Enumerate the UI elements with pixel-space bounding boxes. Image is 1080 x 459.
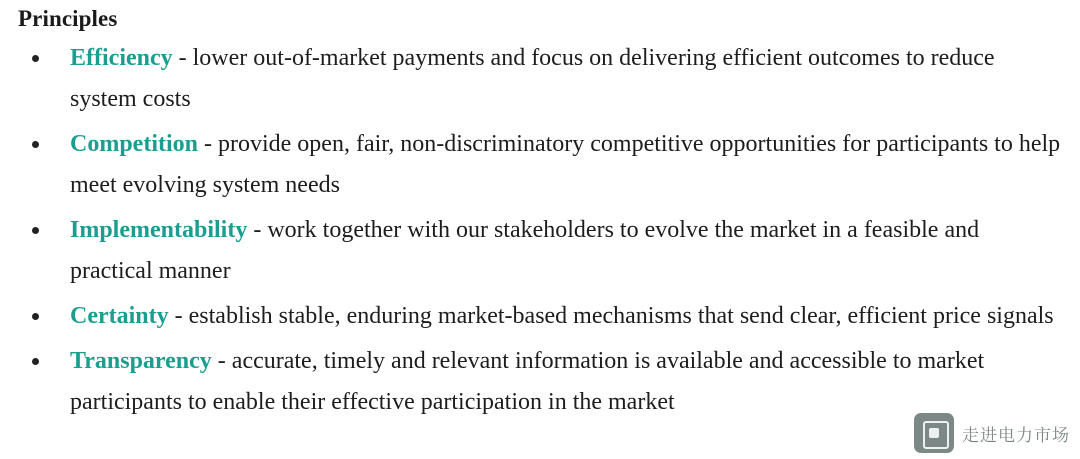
principle-description: - establish stable, enduring market-based mechanisms that send clear, efficient price signals xyxy=(168,303,1054,329)
principle-description: - work together with our stakeholders to evolve the market in a feasible and practical manner xyxy=(70,217,980,284)
principle-term: Certainty xyxy=(70,303,169,329)
bullet-icon xyxy=(32,358,39,365)
watermark xyxy=(914,413,1070,453)
principle-term: Competition xyxy=(70,131,198,157)
bullet-icon xyxy=(32,55,39,62)
bullet-icon xyxy=(32,313,39,320)
principle-description: - lower out-of-market payments and focus on delivering efficient outcomes to reduce system costs xyxy=(70,45,995,112)
principles-list xyxy=(18,38,1062,423)
wechat-account-logo-icon xyxy=(914,413,954,453)
principle-term: Transparency xyxy=(70,348,212,374)
list-item xyxy=(18,38,1062,120)
list-item xyxy=(18,341,1062,423)
principle-description: - accurate, timely and relevant information is available and accessible to market participants to enable their effective participation in the market xyxy=(70,348,985,415)
list-item xyxy=(18,210,1062,292)
principle-term: Implementability xyxy=(70,217,248,243)
bullet-icon xyxy=(32,227,39,234)
bullet-icon xyxy=(32,141,39,148)
principle-description: - provide open, fair, non-discriminatory competitive opportunities for participants to help meet evolving system needs xyxy=(70,131,1061,198)
list-item xyxy=(18,296,1062,337)
page-title: Principles xyxy=(18,6,118,31)
watermark-text: 走进电力市场 xyxy=(962,425,1070,445)
principle-term: Efficiency xyxy=(70,45,173,71)
list-item xyxy=(18,124,1062,206)
